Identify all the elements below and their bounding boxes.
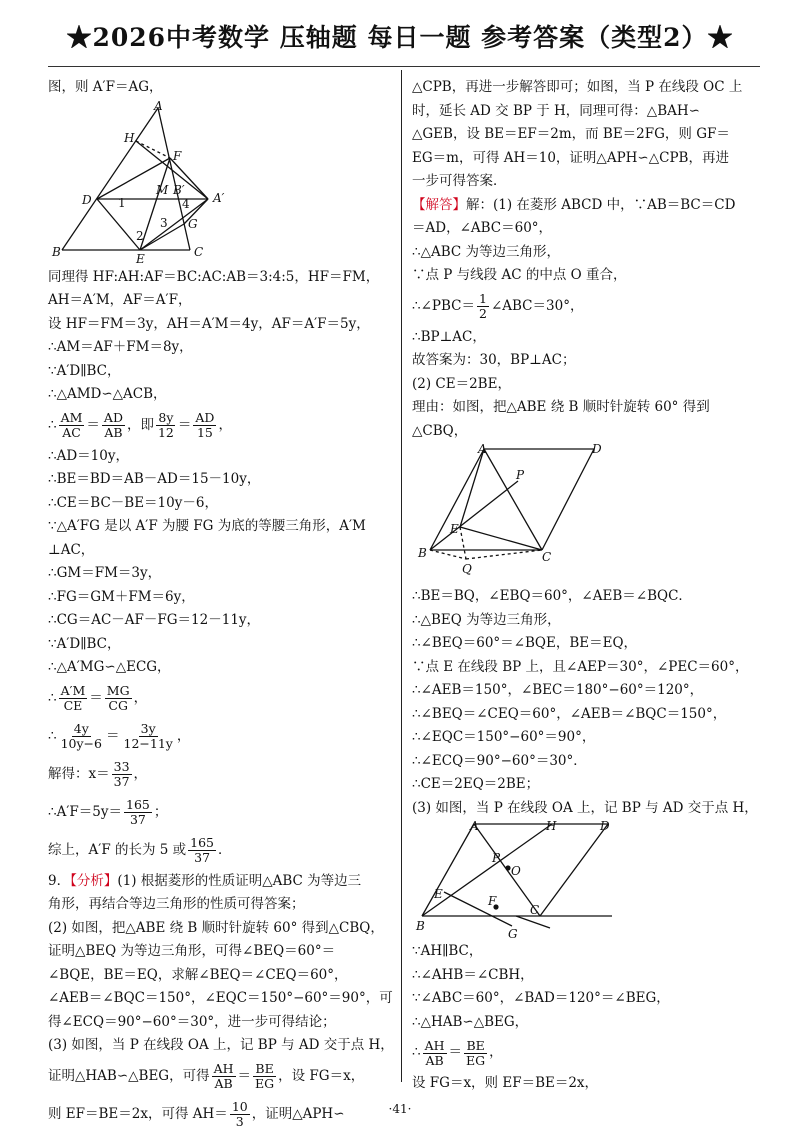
fraction-line: ∴ $\frac{AM}{AC}$ ＝ $\frac{AD}{AB}$ ，即 $\frac{8y}{12}$ ＝ $\frac{AD}{15}$ ， (48, 410, 232, 440)
label-E: E (136, 251, 145, 266)
label-F: F (173, 148, 182, 163)
text-line: ∴CE＝BC－BE＝10y－6， (48, 494, 218, 511)
label-D: D (600, 820, 610, 833)
label-A-prime: A′ (213, 190, 225, 205)
label-2: 2 (136, 228, 144, 243)
segment-EG (444, 892, 512, 926)
fraction-line: ∴ $\frac{AH}{AB}$ ＝ $\frac{BE}{EG}$ ， (412, 1037, 503, 1068)
segment-DC (540, 824, 608, 916)
text-line: ∴△ABC 为等边三角形， (412, 243, 561, 260)
label-M: M (156, 182, 169, 197)
text-line: ∴∠ECQ＝90°−60°＝30°． (412, 752, 587, 769)
text-line: ∵AH∥BC， (412, 943, 483, 959)
text-line: ∵∠ABC＝60°，∠BAD＝120°＝∠BEG， (412, 990, 670, 1006)
label-B-prime: B′ (173, 182, 185, 197)
label-E: E (434, 887, 443, 901)
text-line: ∵点 E 在线段 BP 上，且∠AEP＝30°，∠PEC＝60°， (412, 658, 749, 675)
column-divider (401, 70, 402, 1082)
figure-rhombus-part3 (412, 820, 712, 940)
label-B: B (418, 546, 427, 560)
fraction-line: ∴ $\frac{A'M}{CE}$ ＝ $\frac{MG}{CG}$ ， (48, 683, 148, 713)
text-line: 证明△BEQ 为等边三角形，可得∠BEQ＝60°＝ (48, 943, 336, 959)
label-G: G (188, 216, 198, 231)
segment-HA2 (136, 141, 208, 199)
text-line: ∴△HAB∽△BEG， (412, 1013, 529, 1030)
text-line: 同理得 HF:AH:AF＝BC:AC:AB＝3:4:5，HF＝FM， (48, 268, 380, 285)
text-line: ∴BE＝BD＝AB－AD＝15－10y， (48, 471, 261, 487)
label-F: F (488, 894, 497, 908)
segment-BQ (430, 550, 466, 559)
text-line: ∴AM＝AF＋FM＝8y， (48, 339, 193, 355)
text-line: ∵点 P 与线段 AC 的中点 O 重合， (412, 267, 627, 283)
text-line: EG＝m，可得 AH＝10，证明△APH∽△CPB，再进 (412, 149, 729, 166)
segment-EA2 (140, 196, 208, 250)
segment-DC (542, 449, 594, 550)
label-3: 3 (160, 215, 168, 230)
text-line: ∴△BEQ 为等边三角形， (412, 611, 561, 628)
text-line: 设 HF＝FM＝3y，AH＝A′M＝4y，AF＝A′F＝5y， (48, 315, 370, 332)
text-line: 图，则 A′F＝AG， (48, 79, 163, 95)
text-line: (2) CE＝2BE， (412, 375, 511, 392)
label-D: D (592, 443, 602, 456)
text-line: ∵A′D∥BC， (48, 362, 121, 379)
text-line: ＝AD，∠ABC＝60°， (412, 220, 553, 236)
header-divider (48, 66, 760, 67)
text-line: ∴∠AHB＝∠CBH， (412, 966, 534, 983)
label-C: C (194, 244, 204, 259)
solution-tag: 【解答】 (412, 196, 466, 213)
text-line: 时，延长 AD 交 BP 于 H，同理可得：△BAH∽ (412, 102, 700, 119)
text-line: ∠AEB＝∠BQC＝150°，∠EQC＝150°−60°＝90°，可 (48, 990, 393, 1006)
point-O (505, 865, 510, 870)
fraction-line: ∴∠PBC＝ $\frac{1}{2}$ ∠ABC＝30°， (412, 291, 584, 321)
label-A: A (154, 99, 163, 113)
text-line: ∴CG＝AC－AF－FG＝12－11y， (48, 612, 261, 628)
text-line: AH＝A′M，AF＝A′F， (48, 292, 192, 308)
text-line: ∴∠AEB＝150°，∠BEC＝180°−60°＝120°， (412, 682, 704, 698)
figure-triangle-fold (48, 100, 288, 266)
label-Q: Q (462, 562, 472, 576)
text-line: ∴△A′MG∽△ECG， (48, 659, 171, 675)
label-4: 4 (182, 196, 190, 211)
fraction-line: 综上，A′F 的长为 5 或 $\frac{165}{37}$ ． (48, 835, 232, 865)
text-line: ∴∠BEQ＝60°＝∠BQE，BE＝EQ， (412, 635, 638, 651)
text-line: (3) 如图，当 P 在线段 OA 上，记 BP 与 AD 交于点 H， (412, 799, 758, 816)
right-column (412, 76, 762, 1096)
text-line: ∴FG＝GM＋FM＝6y， (48, 588, 195, 605)
text-line: ∴AD＝10y， (48, 447, 129, 464)
text-line: △CBQ， (412, 422, 468, 439)
text-line: ∵△A′FG 是以 A′F 为腰 FG 为底的等腰三角形，A′M (48, 518, 366, 534)
segment-CG (516, 916, 550, 928)
text-line: 故答案为：30，BP⊥AC； (412, 352, 576, 368)
text-line: 理由：如图，把△ABE 绕 B 顺时针旋转 60° 得到 (412, 399, 710, 415)
text-line: ∴△AMD∽△ACB， (48, 386, 167, 402)
text-line: ∴BE＝BQ，∠EBQ＝60°，∠AEB＝∠BQC． (412, 588, 692, 604)
label-P: P (516, 468, 525, 482)
fraction-line: 则 EF＝BE＝2x，可得 AH＝ $\frac{10}{3}$ ，证明△APH∽ (48, 1099, 345, 1129)
label-C: C (530, 903, 540, 917)
label-B: B (416, 919, 425, 933)
left-column (48, 76, 393, 1134)
text-line: 【解答】解：(1) 在菱形 ABCD 中，∵AB＝BC＝CD (412, 196, 736, 213)
text-line: ⊥AC， (48, 541, 95, 558)
label-1: 1 (118, 195, 126, 210)
label-D: D (82, 192, 92, 207)
label-E: E (450, 522, 459, 536)
segment-AC (484, 449, 542, 550)
text-line: 得∠ECQ＝90°−60°＝30°，进一步可得结论； (48, 1013, 336, 1030)
page-number: ·41· (388, 1102, 412, 1116)
analysis-tag: 【分析】 (70, 872, 118, 889)
fraction-line: 解得：x＝ $\frac{33}{37}$ ， (48, 759, 148, 789)
fraction-line: ∴ $\frac{4y}{10y-6}$ ＝ $\frac{3y}{12-11y}$ ， (48, 721, 191, 751)
label-P: P (492, 851, 501, 865)
text-line: △CPB，再进一步解答即可；如图，当 P 在线段 OC 上 (412, 79, 743, 95)
text-line: △GEB，设 BE＝EF＝2m，而 BE＝2FG，则 GF＝ (412, 126, 730, 142)
figure-rhombus-rotation (412, 443, 712, 585)
text-line: ∠BQE，BE＝EQ，求解∠BEQ＝∠CEQ＝60°， (48, 966, 348, 983)
label-H: H (546, 820, 557, 833)
label-O: O (511, 864, 521, 878)
label-C: C (542, 550, 552, 564)
fraction-line: ∴A′F＝5y＝ $\frac{165}{37}$ ； (48, 797, 168, 827)
text-line: 角形，再结合等边三角形的性质可得答案； (48, 896, 305, 912)
fraction-line: 证明△HAB∽△BEG，可得 $\frac{AH}{AB}$ ＝ $\frac{BE}{EG}$ ，设 FG＝x， (48, 1061, 365, 1091)
text-line: (3) 如图，当 P 在线段 OA 上，记 BP 与 AD 交于点 H， (48, 1037, 394, 1053)
label-G: G (508, 927, 518, 940)
page-title: ★2026中考数学 压轴题 每日一题 参考答案（类型2）★ (66, 23, 734, 52)
text-line: ∴∠BEQ＝∠CEQ＝60°，∠AEB＝∠BQC＝150°， (412, 705, 727, 722)
text-line: (2) 如图，把△ABE 绕 B 顺时针旋转 60° 得到△CBQ， (48, 919, 384, 936)
segment-BA (422, 824, 474, 916)
segment-EQ (460, 527, 466, 559)
segment-QC (466, 550, 542, 559)
segment-EC (460, 527, 542, 550)
text-line: ∴GM＝FM＝3y， (48, 565, 162, 581)
text-line: ∴∠EQC＝150°−60°＝90°， (412, 729, 596, 745)
label-B: B (52, 244, 61, 259)
text-line: 9．【分析】(1) 根据菱形的性质证明△ABC 为等边三 (48, 872, 362, 889)
text-line: ∵A′D∥BC， (48, 635, 121, 652)
label-H: H (124, 130, 135, 145)
text-line: ∴CE＝2EQ＝2BE； (412, 776, 540, 792)
label-A: A (478, 443, 487, 456)
label-A: A (470, 820, 479, 833)
text-line: 一步可得答案． (412, 173, 507, 189)
text-line: 设 FG＝x，则 EF＝BE＝2x， (412, 1075, 599, 1091)
text-line: ∴BP⊥AC， (412, 328, 486, 345)
